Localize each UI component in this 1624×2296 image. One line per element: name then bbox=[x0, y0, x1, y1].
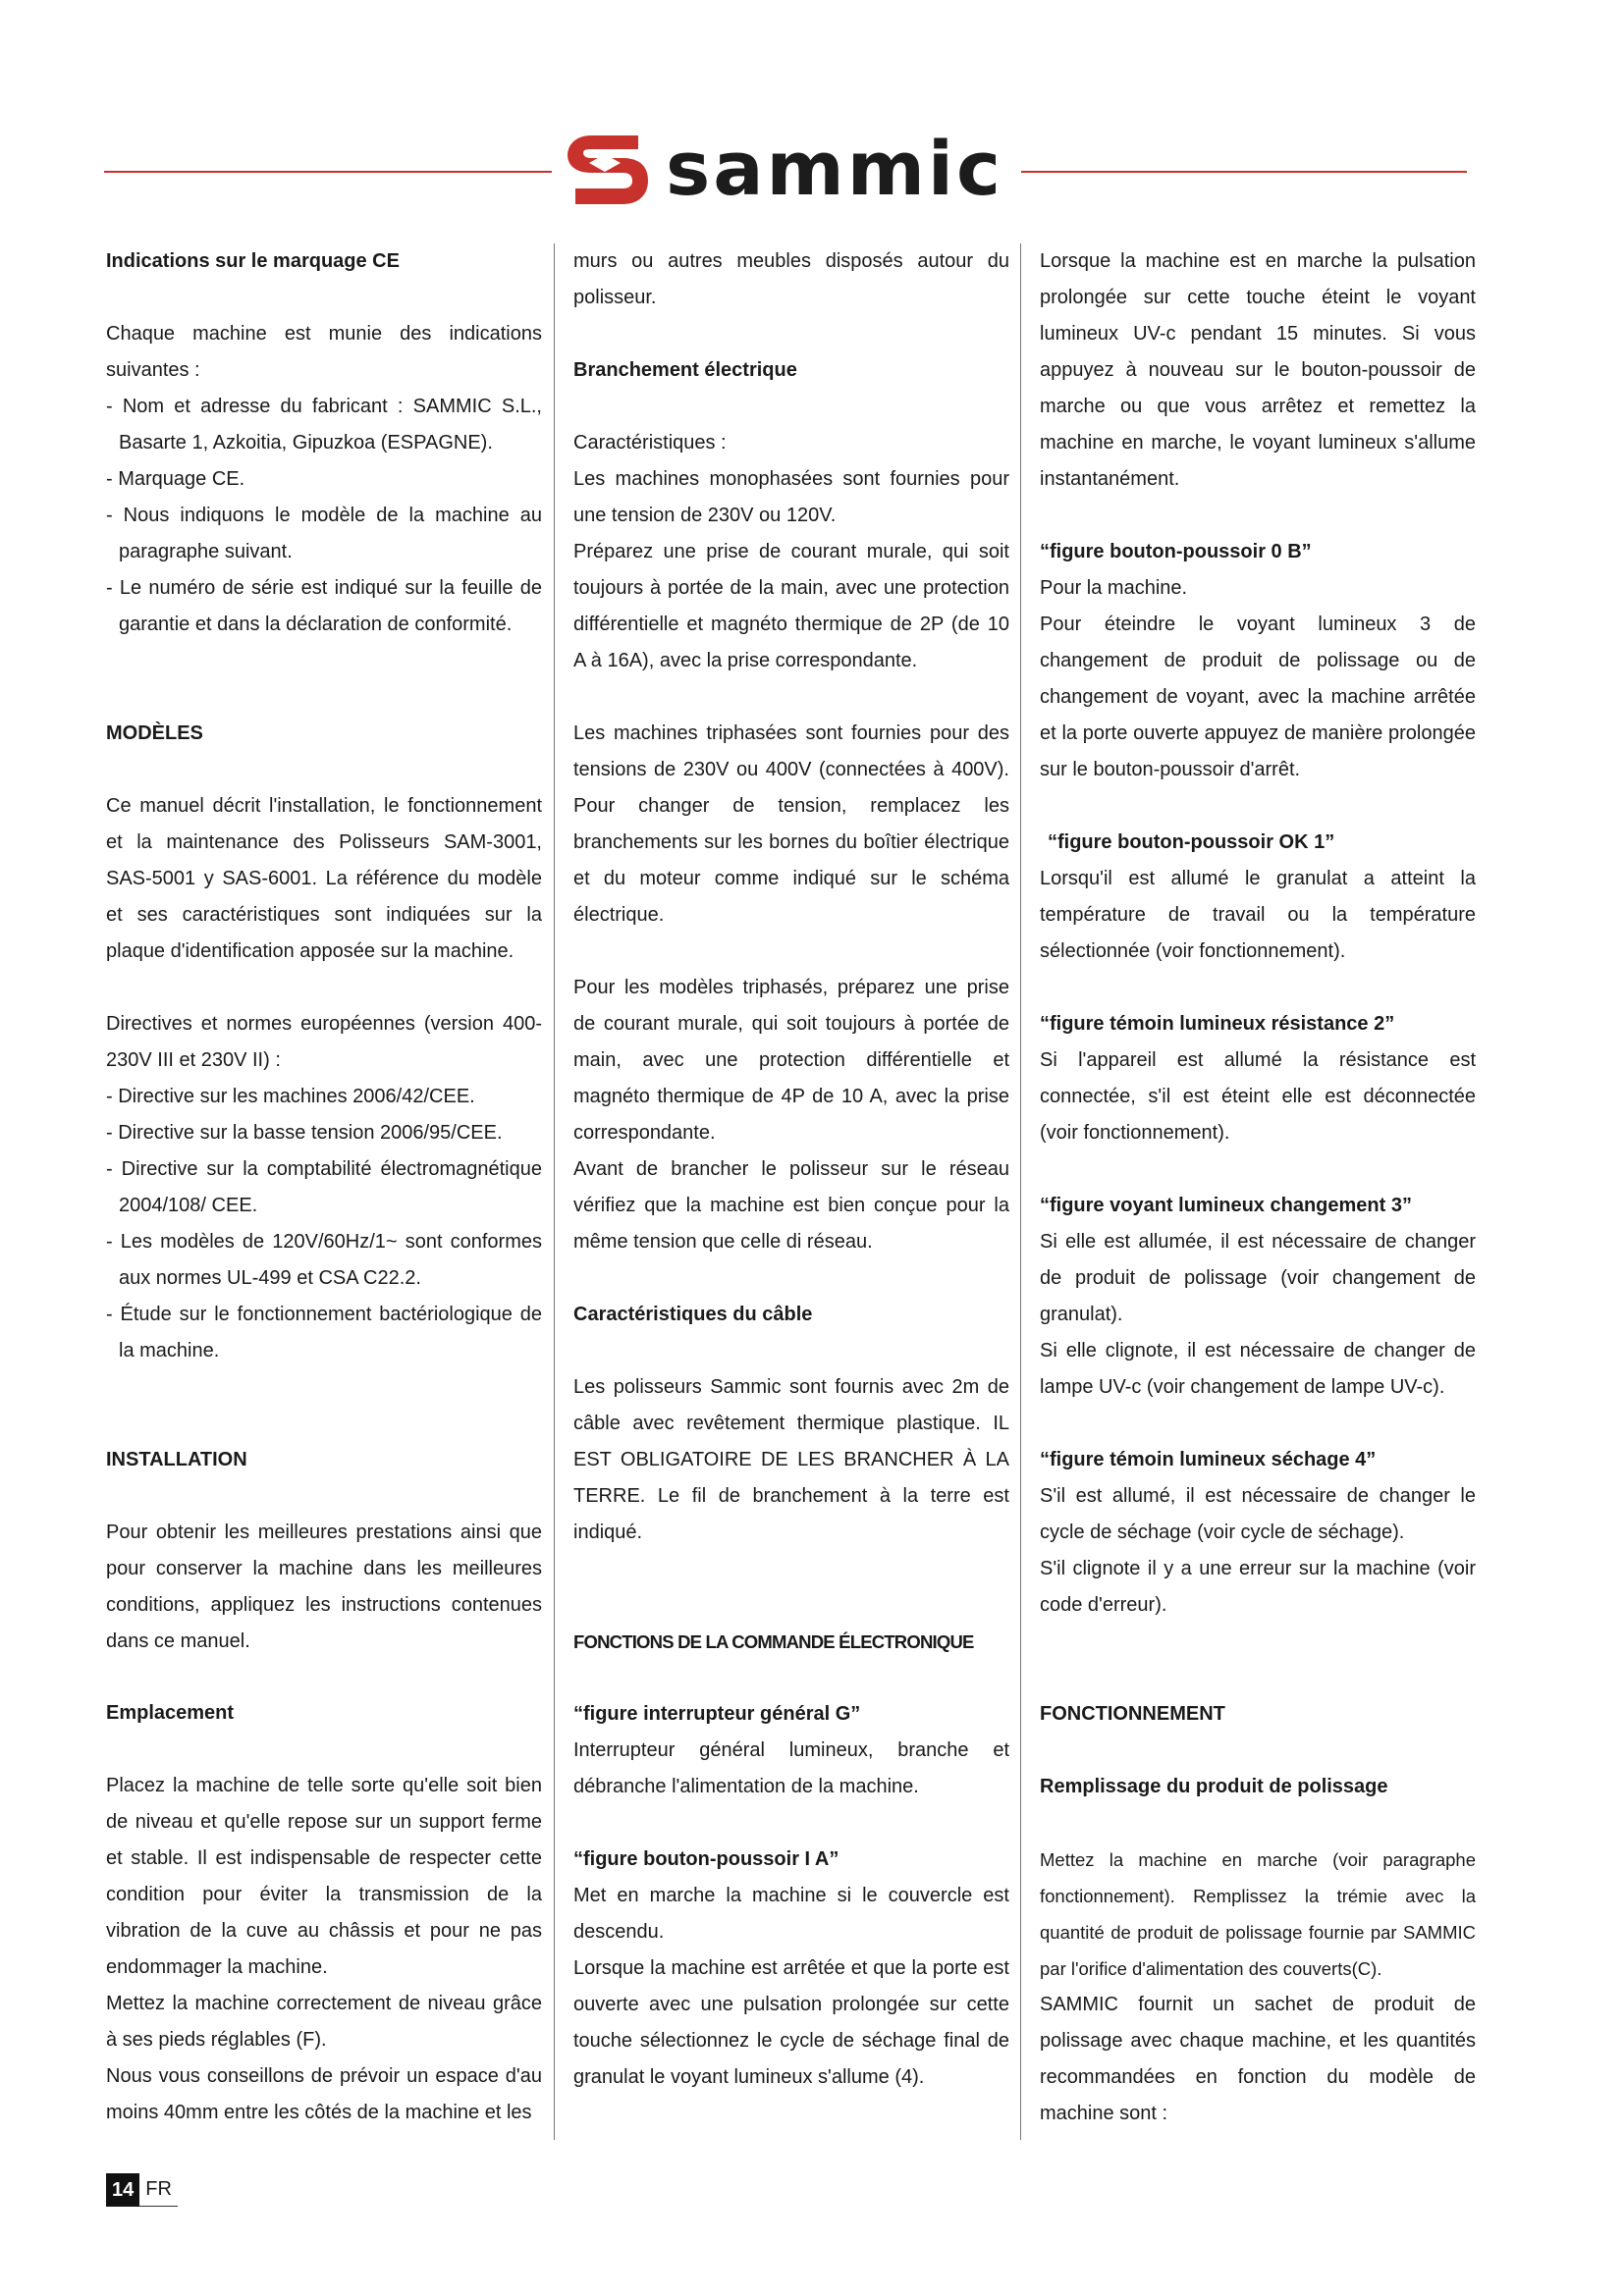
sammic-logo bbox=[562, 125, 1013, 212]
page-number: 14 bbox=[106, 2173, 139, 2207]
figure-caption: “figure témoin lumineux séchage 4” bbox=[1040, 1449, 1377, 1470]
paragraph: Pour les modèles triphasés, préparez une prise de courant murale, qui soit toujours à portée de main, avec une protection différentielle et magnéto thermique de 4P de 10 A, avec la prise correspondante. bbox=[573, 977, 1009, 1144]
paragraph: S'il clignote il y a une erreur sur la machine (voir code d'erreur). bbox=[1040, 1558, 1476, 1616]
header-rule-right bbox=[1021, 171, 1467, 173]
list-item: - Directive sur la comptabilité électromagnétique 2004/108/ CEE. bbox=[106, 1158, 542, 1216]
subsection-heading: Caractéristiques du câble bbox=[573, 1304, 813, 1325]
subsection-heading: Branchement électrique bbox=[573, 359, 797, 381]
figure-caption: “figure bouton-poussoir OK 1” bbox=[1048, 831, 1335, 853]
brand-name: sammic bbox=[666, 125, 1004, 212]
paragraph: Mettez la machine en marche (voir paragraphe fonctionnement). Remplissez la trémie avec la quantité de produit de polissage fournie par SAMMIC par l'orifice d'alimentation des couverts(C). bbox=[1040, 1849, 1476, 1979]
paragraph: Lorsque la machine est en marche la pulsation prolongée sur cette touche éteint le voyant lumineux UV-c pendant 15 minutes. Si vous appuyez à nouveau sur le bouton-poussoir de marche ou que vous arrêtez et remettez la machine en marche, le voyant lumineux s'allume instantanément. bbox=[1040, 250, 1476, 490]
paragraph: Caractéristiques : bbox=[573, 432, 727, 454]
paragraph: Directives et normes européennes (version 400-230V III et 230V II) : bbox=[106, 1013, 542, 1071]
figure-caption: “figure interrupteur général G” bbox=[573, 1703, 861, 1725]
subsection-heading: Remplissage du produit de polissage bbox=[1040, 1776, 1388, 1797]
paragraph: S'il est allumé, il est nécessaire de changer le cycle de séchage (voir cycle de séchage). bbox=[1040, 1485, 1476, 1543]
sammic-logo-mark bbox=[562, 128, 652, 210]
section-heading: FONCTIONNEMENT bbox=[1040, 1703, 1225, 1725]
paragraph: Avant de brancher le polisseur sur le réseau vérifiez que la machine est bien conçue pour la même tension que celle di réseau. bbox=[573, 1158, 1009, 1253]
column-divider bbox=[554, 243, 555, 2140]
paragraph: Nous vous conseillons de prévoir un espace d'au moins 40mm entre les côtés de la machine et les bbox=[106, 2065, 542, 2123]
paragraph: Les machines triphasées sont fournies pour des tensions de 230V ou 400V (connectées à 400V). Pour changer de tension, remplacez les branchements sur les bornes du boîtier électrique et du moteur comme indiqué sur le schéma électrique. bbox=[573, 722, 1009, 926]
column-2 bbox=[573, 243, 1009, 2096]
paragraph: Ce manuel décrit l'installation, le fonctionnement et la maintenance des Polisseurs SAM-3001, SAS-5001 y SAS-6001. La référence du modèle et ses caractéristiques sont indiquées sur la plaque d'identification apposée sur la machine. bbox=[106, 795, 542, 962]
paragraph: Si elle clignote, il est nécessaire de changer de lampe UV-c (voir changement de lampe UV-c). bbox=[1040, 1340, 1476, 1398]
paragraph: Lorsque la machine est arrêtée et que la porte est ouverte avec une pulsation prolongée sur cette touche sélectionnez le cycle de séchage final de granulat le voyant lumineux s'allume (4). bbox=[573, 1957, 1009, 2088]
section-heading: FONCTIONS DE LA COMMANDE ÉLECTRONIQUE bbox=[573, 1631, 974, 1652]
figure-caption: “figure témoin lumineux résistance 2” bbox=[1040, 1013, 1395, 1035]
paragraph: Mettez la machine correctement de niveau grâce à ses pieds réglables (F). bbox=[106, 1993, 542, 2051]
paragraph: Met en marche la machine si le couvercle est descendu. bbox=[573, 1885, 1009, 1943]
list-item: - Nous indiquons le modèle de la machine au paragraphe suivant. bbox=[106, 505, 542, 562]
list-item: - Directive sur les machines 2006/42/CEE. bbox=[106, 1086, 475, 1107]
column-1 bbox=[106, 243, 542, 2131]
paragraph: Pour obtenir les meilleures prestations ainsi que pour conserver la machine dans les meilleures conditions, appliquez les instructions contenues dans ce manuel. bbox=[106, 1522, 542, 1652]
list-item: - Marquage CE. bbox=[106, 468, 245, 490]
paragraph: Lorsqu'il est allumé le granulat a atteint la température de travail ou la température sélectionnée (voir fonctionnement). bbox=[1040, 868, 1476, 962]
section-heading: MODÈLES bbox=[106, 722, 203, 744]
paragraph: Placez la machine de telle sorte qu'elle soit bien de niveau et qu'elle repose sur un support ferme et stable. Il est indispensable de respecter cette condition pour éviter la transmission de la vibration de la cuve au châssis et pour ne pas endommager la machine. bbox=[106, 1775, 542, 1978]
column-divider bbox=[1020, 243, 1021, 2140]
figure-caption: “figure bouton-poussoir I A” bbox=[573, 1848, 839, 1870]
list-item: - Nom et adresse du fabricant : SAMMIC S.L., Basarte 1, Azkoitia, Gipuzkoa (ESPAGNE). bbox=[106, 396, 542, 454]
list-item: - Étude sur le fonctionnement bactériologique de la machine. bbox=[106, 1304, 542, 1362]
subsection-heading: Emplacement bbox=[106, 1702, 235, 1724]
paragraph: Si l'appareil est allumé la résistance est connectée, s'il est éteint elle est déconnectée (voir fonctionnement). bbox=[1040, 1049, 1476, 1144]
language-label: FR bbox=[139, 2173, 178, 2207]
paragraph: Chaque machine est munie des indications suivantes : bbox=[106, 323, 542, 381]
paragraph: Les polisseurs Sammic sont fournis avec 2m de câble avec revêtement thermique plastique. IL EST OBLIGATOIRE DE LES BRANCHER À LA TERRE. Le fil de branchement à la terre est indiqué. bbox=[573, 1376, 1009, 1543]
paragraph: Interrupteur général lumineux, branche et débranche l'alimentation de la machine. bbox=[573, 1739, 1009, 1797]
section-heading: INSTALLATION bbox=[106, 1449, 247, 1470]
page-footer bbox=[106, 2173, 178, 2207]
list-item: - Le numéro de série est indiqué sur la feuille de garantie et dans la déclaration de conformité. bbox=[106, 577, 542, 635]
paragraph: Préparez une prise de courant murale, qui soit toujours à portée de la main, avec une protection différentielle et magnéto thermique de 2P (de 10 A à 16A), avec la prise correspondante. bbox=[573, 541, 1009, 671]
list-item: - Les modèles de 120V/60Hz/1~ sont conformes aux normes UL-499 et CSA C22.2. bbox=[106, 1231, 542, 1289]
paragraph: Les machines monophasées sont fournies pour une tension de 230V ou 120V. bbox=[573, 468, 1009, 526]
section-heading: Indications sur le marquage CE bbox=[106, 250, 400, 272]
column-3 bbox=[1040, 243, 1476, 2132]
list-item: - Directive sur la basse tension 2006/95/CEE. bbox=[106, 1122, 503, 1144]
figure-caption: “figure bouton-poussoir 0 B” bbox=[1040, 541, 1312, 562]
paragraph: Pour éteindre le voyant lumineux 3 de changement de produit de polissage ou de changement de voyant, avec la machine arrêtée et la porte ouverte appuyez de manière prolongée sur le bouton-poussoir d'arrêt. bbox=[1040, 614, 1476, 780]
paragraph: murs ou autres meubles disposés autour du polisseur. bbox=[573, 250, 1009, 308]
paragraph: Si elle est allumée, il est nécessaire de changer de produit de polissage (voir changement de granulat). bbox=[1040, 1231, 1476, 1325]
paragraph: Pour la machine. bbox=[1040, 577, 1188, 599]
header-rule-left bbox=[104, 171, 552, 173]
figure-caption: “figure voyant lumineux changement 3” bbox=[1040, 1195, 1412, 1216]
paragraph: SAMMIC fournit un sachet de produit de polissage avec chaque machine, et les quantités recommandées en fonction du modèle de machine sont : bbox=[1040, 1994, 1476, 2124]
